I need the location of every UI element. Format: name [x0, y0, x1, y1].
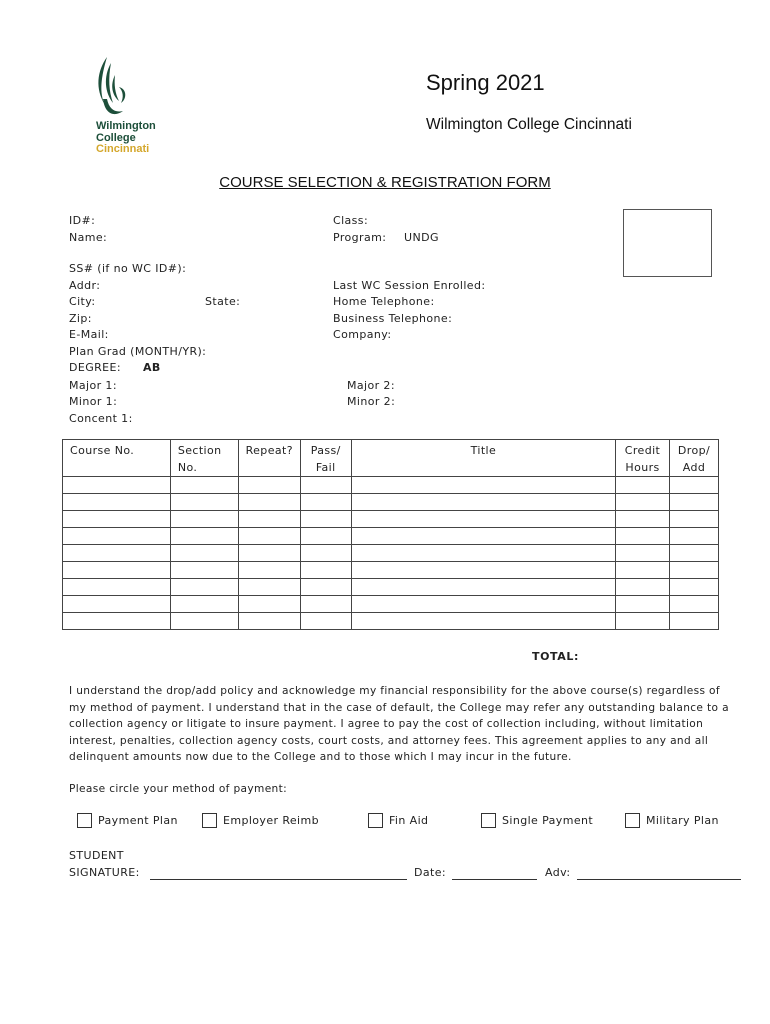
campus-name: Wilmington College Cincinnati: [426, 116, 632, 133]
course-cell[interactable]: [670, 477, 719, 494]
course-cell[interactable]: [351, 579, 615, 596]
credit-header-line2: Hours: [625, 461, 660, 474]
form-title: COURSE SELECTION & REGISTRATION FORM: [219, 174, 551, 191]
course-cell[interactable]: [616, 477, 670, 494]
payment-option-single-payment[interactable]: [481, 813, 593, 828]
course-row: [63, 528, 719, 545]
section-header-line2: No.: [177, 461, 198, 474]
course-cell[interactable]: [616, 494, 670, 511]
course-cell[interactable]: [616, 528, 670, 545]
course-cell[interactable]: [300, 528, 351, 545]
payment-option-fin-aid[interactable]: [368, 813, 428, 828]
course-cell[interactable]: [238, 596, 300, 613]
course-cell[interactable]: [238, 477, 300, 494]
course-cell[interactable]: [300, 511, 351, 528]
major2-field-label[interactable]: Major 2:: [347, 379, 395, 392]
course-cell[interactable]: [170, 562, 238, 579]
course-cell[interactable]: [670, 528, 719, 545]
course-table-header-row: [63, 440, 719, 477]
payment-option-military-plan[interactable]: [625, 813, 719, 828]
pass-fail-header: [300, 440, 351, 477]
credit-header-line1: Credit: [624, 444, 661, 457]
course-row: [63, 579, 719, 596]
course-row: [63, 494, 719, 511]
course-cell[interactable]: [300, 613, 351, 630]
military-plan-label: Military Plan: [646, 814, 719, 827]
repeat-header: [238, 440, 300, 477]
course-cell[interactable]: [616, 579, 670, 596]
student-label: STUDENT: [69, 849, 124, 862]
course-cell[interactable]: [351, 494, 615, 511]
class-field-label[interactable]: Class:: [333, 214, 369, 227]
signature-line[interactable]: [150, 879, 407, 880]
course-cell[interactable]: [238, 511, 300, 528]
degree-value: AB: [143, 361, 161, 374]
course-cell[interactable]: [300, 579, 351, 596]
course-row: [63, 562, 719, 579]
course-row: [63, 511, 719, 528]
course-cell[interactable]: [63, 511, 171, 528]
course-cell[interactable]: [616, 545, 670, 562]
course-cell[interactable]: [670, 596, 719, 613]
credit-hours-header: [616, 440, 670, 477]
state-field-label[interactable]: State:: [205, 295, 241, 308]
course-cell[interactable]: [351, 545, 615, 562]
company-field-label[interactable]: Company:: [333, 328, 392, 341]
agreement-paragraph: I understand the drop/add policy and acknowledge my financial responsibility for the above course(s) regardless of my method of payment. I understand that in the case of default, the College may refer any outstanding balance to a collection agency or litigate to insure payment. I agree to pay the cost of collection including, without limitation interest, penalties, collection agency costs, court costs, and attorney fees. This agreement applies to any and all delinquent amounts now due to the College and to those which I may incur in the future.: [69, 685, 729, 763]
email-field-label[interactable]: E-Mail:: [69, 328, 109, 341]
course-cell[interactable]: [670, 545, 719, 562]
major1-field-label[interactable]: Major 1:: [69, 379, 117, 392]
course-table: [62, 439, 719, 630]
payment-option-payment-plan[interactable]: [77, 813, 178, 828]
title-header: [351, 440, 615, 477]
pass-header-line1: Pass/: [310, 444, 341, 457]
course-cell[interactable]: [238, 562, 300, 579]
course-cell[interactable]: [670, 562, 719, 579]
total-label: TOTAL:: [532, 650, 580, 663]
course-cell[interactable]: [616, 511, 670, 528]
course-cell[interactable]: [300, 477, 351, 494]
program-field-label[interactable]: Program:: [333, 231, 387, 244]
adv-line[interactable]: [577, 879, 741, 880]
drop-header-line2: Add: [682, 461, 706, 474]
repeat-header-label: Repeat?: [245, 444, 293, 457]
photo-box: [623, 209, 712, 277]
course-cell[interactable]: [300, 545, 351, 562]
course-cell[interactable]: [63, 494, 171, 511]
logo-line-3: Cincinnati: [96, 143, 150, 155]
course-cell[interactable]: [170, 596, 238, 613]
program-value: UNDG: [404, 231, 439, 244]
addr-field-label[interactable]: Addr:: [69, 279, 101, 292]
logo-line-1: Wilmington: [96, 120, 156, 132]
minor2-field-label[interactable]: Minor 2:: [347, 395, 396, 408]
course-row: [63, 613, 719, 630]
course-no-header: [63, 440, 171, 477]
employer-reimb-label: Employer Reimb: [223, 814, 320, 827]
course-cell[interactable]: [300, 494, 351, 511]
section-header: [170, 440, 238, 477]
course-cell[interactable]: [670, 494, 719, 511]
employer-reimb-checkbox[interactable]: [202, 813, 217, 828]
minor1-field-label[interactable]: Minor 1:: [69, 395, 118, 408]
fin-aid-label: Fin Aid: [389, 814, 429, 827]
course-cell[interactable]: [238, 494, 300, 511]
course-cell[interactable]: [300, 596, 351, 613]
course-cell[interactable]: [351, 511, 615, 528]
course-cell[interactable]: [670, 511, 719, 528]
concent1-field-label[interactable]: Concent 1:: [69, 412, 133, 425]
semester-title: Spring 2021: [426, 70, 545, 95]
course-cell[interactable]: [63, 528, 171, 545]
course-cell[interactable]: [170, 613, 238, 630]
course-cell[interactable]: [63, 545, 171, 562]
course-cell[interactable]: [170, 477, 238, 494]
course-row: [63, 545, 719, 562]
single-payment-checkbox[interactable]: [481, 813, 496, 828]
signature-label: SIGNATURE:: [69, 866, 140, 879]
logo-line-2: College: [96, 131, 136, 144]
course-row: [63, 477, 719, 494]
city-field-label[interactable]: City:: [69, 295, 96, 308]
title-header-label: Title: [470, 444, 497, 457]
course-cell[interactable]: [670, 613, 719, 630]
course-cell[interactable]: [238, 528, 300, 545]
course-cell[interactable]: [616, 613, 670, 630]
drop-add-header: [670, 440, 719, 477]
course-cell[interactable]: [170, 494, 238, 511]
business-phone-field-label[interactable]: Business Telephone:: [333, 312, 453, 325]
logo-wordmark: [96, 121, 156, 156]
course-cell[interactable]: [300, 562, 351, 579]
course-cell[interactable]: [170, 579, 238, 596]
course-cell[interactable]: [351, 596, 615, 613]
course-cell[interactable]: [170, 528, 238, 545]
course-cell[interactable]: [170, 511, 238, 528]
military-plan-checkbox[interactable]: [625, 813, 640, 828]
ssn-field-label[interactable]: SS# (if no WC ID#):: [69, 262, 187, 275]
course-cell[interactable]: [351, 528, 615, 545]
payment-prompt: Please circle your method of payment:: [69, 783, 288, 795]
course-cell[interactable]: [351, 562, 615, 579]
course-cell[interactable]: [170, 545, 238, 562]
course-no-header-label: Course No.: [70, 444, 135, 457]
pass-header-line2: Fail: [315, 461, 336, 474]
date-line[interactable]: [452, 879, 537, 880]
section-header-line1: Section: [177, 444, 222, 457]
adv-label: Adv:: [545, 866, 571, 879]
id-field-label[interactable]: ID#:: [69, 214, 96, 227]
course-row: [63, 596, 719, 613]
course-cell[interactable]: [63, 579, 171, 596]
course-cell[interactable]: [351, 613, 615, 630]
course-cell[interactable]: [63, 613, 171, 630]
course-cell[interactable]: [238, 545, 300, 562]
course-cell[interactable]: [63, 596, 171, 613]
course-cell[interactable]: [238, 613, 300, 630]
payment-option-employer-reimb[interactable]: [202, 813, 319, 828]
payment-plan-label: Payment Plan: [98, 814, 178, 827]
zip-field-label[interactable]: Zip:: [69, 312, 92, 325]
home-phone-field-label[interactable]: Home Telephone:: [333, 295, 435, 308]
drop-header-line1: Drop/: [677, 444, 711, 457]
fin-aid-checkbox[interactable]: [368, 813, 383, 828]
course-cell[interactable]: [63, 562, 171, 579]
date-label: Date:: [414, 866, 446, 879]
course-cell[interactable]: [616, 562, 670, 579]
course-cell[interactable]: [63, 477, 171, 494]
degree-field-label[interactable]: DEGREE:: [69, 361, 121, 374]
name-field-label[interactable]: Name:: [69, 231, 108, 244]
last-session-field-label[interactable]: Last WC Session Enrolled:: [333, 279, 486, 292]
course-cell[interactable]: [670, 579, 719, 596]
course-cell[interactable]: [616, 596, 670, 613]
course-cell[interactable]: [351, 477, 615, 494]
plan-grad-field-label[interactable]: Plan Grad (MONTH/YR):: [69, 345, 207, 358]
payment-plan-checkbox[interactable]: [77, 813, 92, 828]
single-payment-label: Single Payment: [502, 814, 594, 827]
course-cell[interactable]: [238, 579, 300, 596]
